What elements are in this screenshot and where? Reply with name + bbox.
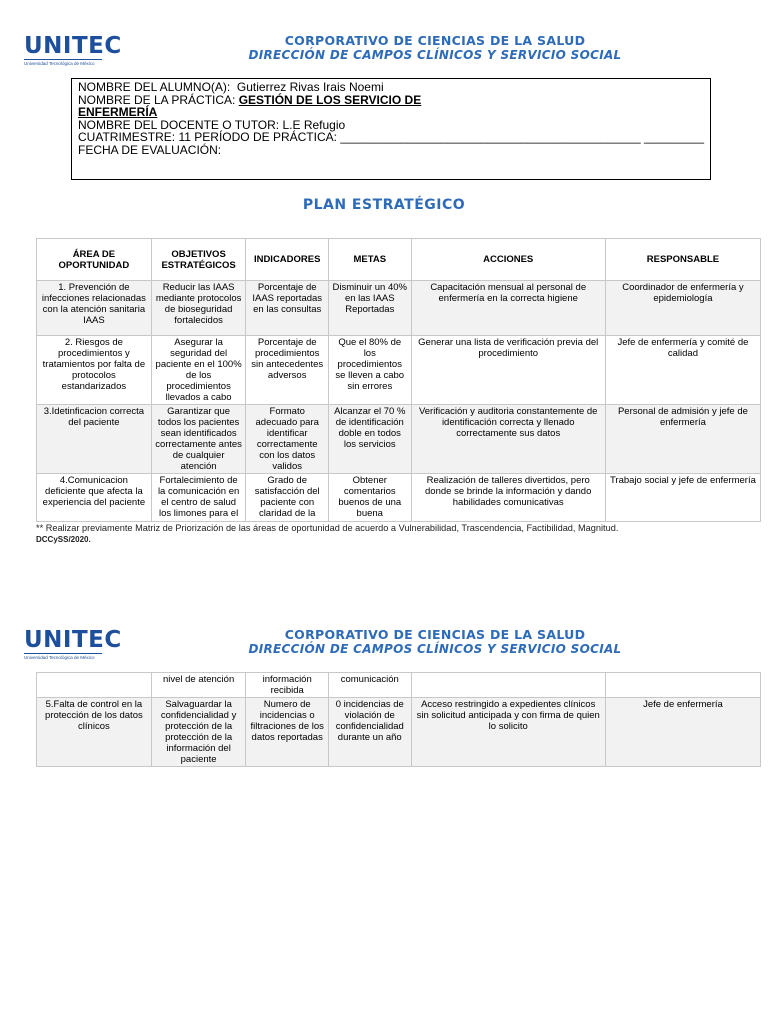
- table-row: [37, 673, 761, 698]
- page-header: [150, 33, 720, 62]
- table-cell: Jefe de enfermería y comité de calidad: [605, 336, 760, 405]
- strategic-plan-table: [36, 238, 761, 522]
- table-cell: Personal de admisión y jefe de enfermería: [605, 405, 760, 474]
- header-line2: DIRECCIÓN DE CAMPOS CLÍNICOS Y SERVICIO SOCIAL: [248, 642, 622, 656]
- table-row: [37, 281, 761, 336]
- logo-subtitle: Universidad Tecnológica de México: [24, 59, 102, 66]
- table-cell: Trabajo social y jefe de enfermería: [605, 474, 760, 522]
- col-header: ÁREA DE OPORTUNIDAD: [37, 239, 152, 281]
- student-info-box: [71, 78, 711, 180]
- footnote-text: ** Realizar previamente Matriz de Priorización de las áreas de oportunidad de acuerdo a Vulnerabilidad, Trascendencia, Factibilidad, Magnitud.: [36, 523, 619, 533]
- info-cuatrimestre: CUATRIMESTRE: 11 PERÍODO DE PRÁCTICA: _____________________________________________ _________: [78, 130, 705, 144]
- col-header: RESPONSABLE: [605, 239, 760, 281]
- table-cell: Que el 80% de los procedimientos se lleven a cabo sin errores: [328, 336, 411, 405]
- table-cell: Obtener comentarios buenos de una buena: [328, 474, 411, 522]
- table-cell: 2. Riesgos de procedimientos y tratamientos por falta de protocolos estandarizados: [37, 336, 152, 405]
- table-cell: Asegurar la seguridad del paciente en el 100% de los procedimientos llevados a cabo: [151, 336, 246, 405]
- table-cell: Garantizar que todos los pacientes sean identificados correctamente antes de cualquier atención: [151, 405, 246, 474]
- table-cell: 0 incidencias de violación de confidencialidad durante un año: [328, 698, 411, 767]
- table-cell: Porcentaje de IAAS reportadas en las consultas: [246, 281, 329, 336]
- page-header: [150, 627, 720, 656]
- info-docente: NOMBRE DEL DOCENTE O TUTOR: L.E Refugio: [78, 117, 346, 132]
- table-cell: Acceso restringido a expedientes clínicos sin solicitud anticipada y con firma de quien lo solicito: [411, 698, 605, 767]
- table-cell: Verificación y auditoria constantemente de identificación correcta y llenado correctamente sus datos: [411, 405, 605, 474]
- table-cell: Fortalecimiento de la comunicación en el centro de salud los limones para el: [151, 474, 246, 522]
- table-cell: 3.Idetinficacion correcta del paciente: [37, 405, 152, 474]
- table-cell: Coordinador de enfermería y epidemiología: [605, 281, 760, 336]
- col-header: METAS: [328, 239, 411, 281]
- table-cell: Numero de incidencias o filtraciones de los datos reportadas: [246, 698, 329, 767]
- table-cell: comunicación: [328, 673, 411, 698]
- table-cell: Alcanzar el 70 % de identificación doble en todos los servicios: [328, 405, 411, 474]
- col-header: ACCIONES: [411, 239, 605, 281]
- table-cell: [411, 673, 605, 698]
- strategic-plan-table-continued: [36, 672, 761, 767]
- unitec-logo: [24, 627, 122, 660]
- table-cell: 4.Comunicacion deficiente que afecta la experiencia del paciente: [37, 474, 152, 522]
- table-cell: nivel de atención: [151, 673, 246, 698]
- info-alumno: NOMBRE DEL ALUMNO(A): Gutierrez Rivas Irais Noemi: [78, 80, 384, 94]
- col-header: INDICADORES: [246, 239, 329, 281]
- logo-subtitle: Universidad Tecnológica de México: [24, 653, 102, 660]
- info-fecha: FECHA DE EVALUACIÓN:: [78, 142, 222, 157]
- table-cell: [37, 673, 152, 698]
- table-cell: 1. Prevención de infecciones relacionadas con la atención sanitaria IAAS: [37, 281, 152, 336]
- table-header-row: [37, 239, 761, 281]
- header-line1: CORPORATIVO DE CIENCIAS DE LA SALUD: [284, 33, 586, 48]
- table-cell: Disminuir un 40% en las IAAS Reportadas: [328, 281, 411, 336]
- table-cell: Formato adecuado para identificar correctamente con los datos validos: [246, 405, 329, 474]
- table-cell: Grado de satisfacción del paciente con claridad de la: [246, 474, 329, 522]
- footnote: [36, 523, 618, 545]
- info-practica-cont: ENFERMERÍA: [78, 105, 158, 119]
- header-line2: DIRECCIÓN DE CAMPOS CLÍNICOS Y SERVICIO SOCIAL: [248, 48, 622, 62]
- table-cell: Realización de talleres divertidos, pero donde se brinde la información y dando habilidades comunicativas: [411, 474, 605, 522]
- table-cell: Generar una lista de verificación previa del procedimiento: [411, 336, 605, 405]
- logo-word: UNITEC: [24, 627, 122, 653]
- info-practica: NOMBRE DE LA PRÁCTICA: GESTIÓN DE LOS SERVICIO DE: [78, 92, 422, 107]
- doc-code: DCCySS/2020.: [36, 535, 91, 544]
- unitec-logo: [24, 33, 122, 66]
- table-cell: información recibida: [246, 673, 329, 698]
- table-cell: Capacitación mensual al personal de enfermería en la correcta higiene: [411, 281, 605, 336]
- table-row: [37, 336, 761, 405]
- table-cell: [605, 673, 760, 698]
- table-row: [37, 405, 761, 474]
- col-header: OBJETIVOS ESTRATÉGICOS: [151, 239, 246, 281]
- table-cell: Reducir las IAAS mediante protocolos de bioseguridad fortalecidos: [151, 281, 246, 336]
- header-line1: CORPORATIVO DE CIENCIAS DE LA SALUD: [284, 627, 586, 642]
- table-cell: 5.Falta de control en la protección de los datos clínicos: [37, 698, 152, 767]
- logo-word: UNITEC: [24, 33, 122, 59]
- table-cell: Salvaguardar la confidencialidad y protección de la protección de la información del paciente: [151, 698, 246, 767]
- table-cell: Jefe de enfermería: [605, 698, 760, 767]
- table-cell: Porcentaje de procedimientos sin antecedentes adversos: [246, 336, 329, 405]
- plan-title: PLAN ESTRATÉGICO: [302, 197, 466, 213]
- table-row: [37, 698, 761, 767]
- table-row: [37, 474, 761, 522]
